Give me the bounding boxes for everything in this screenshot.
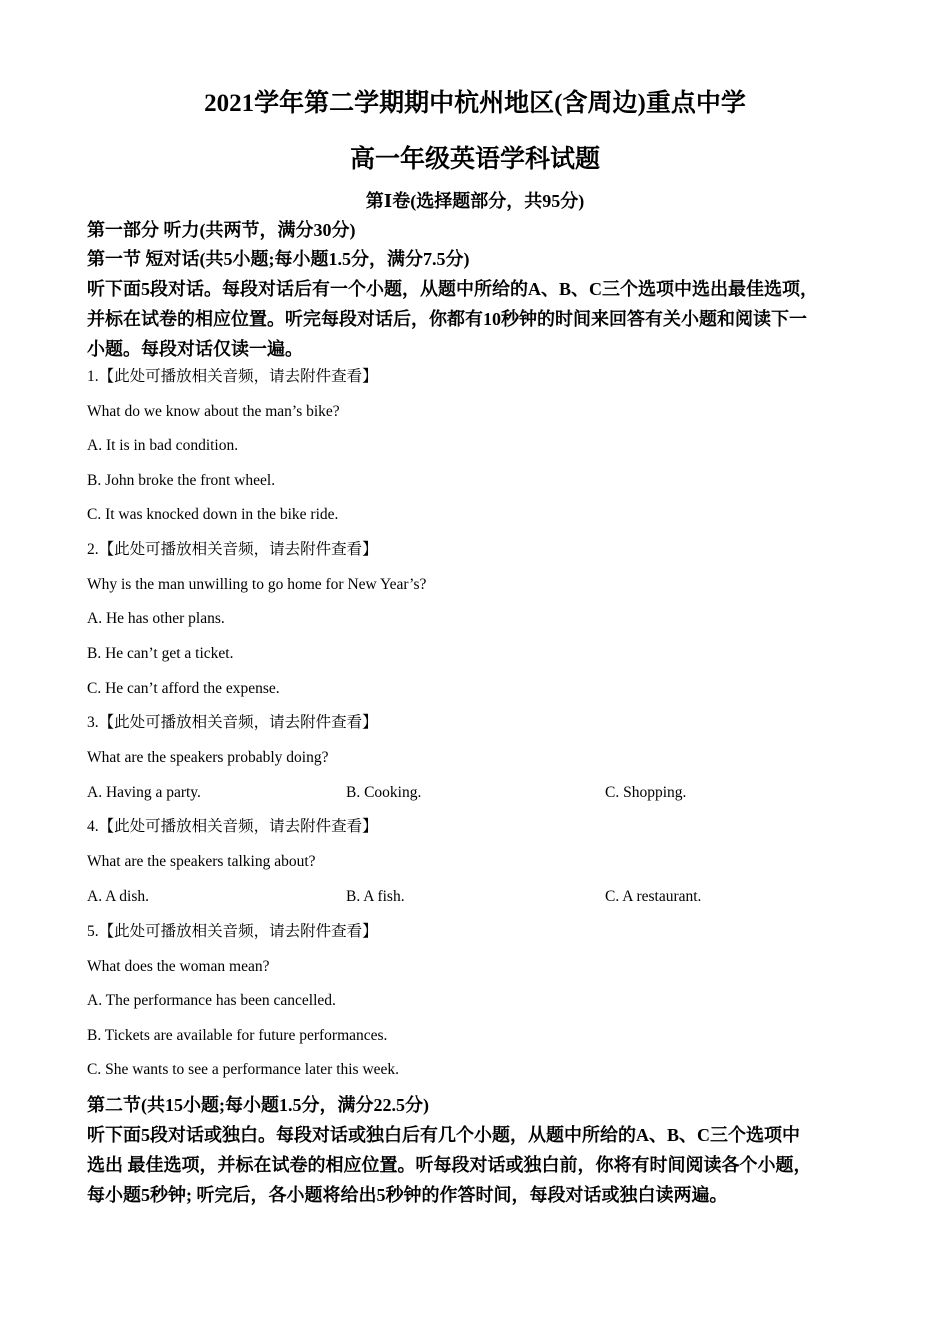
section1-instruction-line: 并标在试卷的相应位置。听完每段对话后，你都有10秒钟的时间来回答有关小题和阅读下一 (87, 309, 807, 329)
q5-audio-placeholder: 5.【此处可播放相关音频，请去附件查看】 (87, 923, 378, 940)
volume-heading: 第Ⅰ卷(选择题部分，共95分) (365, 191, 585, 211)
q5-option-a: A. The performance has been cancelled. (87, 992, 336, 1009)
section2-instruction-line: 选出 最佳选项，并标在试卷的相应位置。听每段对话或独白前，你将有时间阅读各个小题， (87, 1155, 812, 1175)
q3-option-c: C. Shopping. (605, 784, 687, 801)
q3-option-b: B. Cooking. (346, 784, 422, 801)
q1-option-a: A. It is in bad condition. (87, 437, 239, 454)
q2-stem: Why is the man unwilling to go home for New Year’s? (87, 576, 427, 593)
part1-heading: 第一部分 听力(共两节，满分30分) (87, 220, 356, 240)
section1-heading: 第一节 短对话(共5小题;每小题1.5分，满分7.5分) (87, 249, 470, 269)
exam-subject-title: 高一年级英语学科试题 (349, 146, 600, 173)
q4-option-b: B. A fish. (346, 888, 405, 905)
section2-heading: 第二节(共15小题;每小题1.5分，满分22.5分) (87, 1095, 429, 1115)
section2-instruction-line: 听下面5段对话或独白。每段对话或独白后有几个小题，从题中所给的A、B、C三个选项中 (87, 1125, 800, 1145)
q4-option-a: A. A dish. (87, 888, 150, 905)
q4-audio-placeholder: 4.【此处可播放相关音频，请去附件查看】 (87, 818, 378, 835)
q2-option-b: B. He can’t get a ticket. (87, 645, 234, 662)
q1-audio-placeholder: 1.【此处可播放相关音频，请去附件查看】 (87, 368, 378, 385)
q5-option-c: C. She wants to see a performance later this week. (87, 1061, 400, 1078)
q1-option-c: C. It was knocked down in the bike ride. (87, 506, 339, 523)
section1-instruction-line: 小题。每段对话仅读一遍。 (87, 339, 303, 359)
q1-option-b: B. John broke the front wheel. (87, 472, 276, 489)
q1-stem: What do we know about the man’s bike? (87, 403, 340, 420)
q5-option-b: B. Tickets are available for future performances. (87, 1027, 388, 1044)
q3-option-a: A. Having a party. (87, 784, 201, 801)
q4-option-c: C. A restaurant. (605, 888, 702, 905)
q3-audio-placeholder: 3.【此处可播放相关音频，请去附件查看】 (87, 714, 378, 731)
q3-stem: What are the speakers probably doing? (87, 749, 329, 766)
section2-instruction-line: 每小题5秒钟; 听完后，各小题将给出5秒钟的作答时间，每段对话或独白读两遍。 (87, 1185, 728, 1205)
exam-title: 2021学年第二学期期中杭州地区(含周边)重点中学 (204, 90, 746, 117)
q5-stem: What does the woman mean? (87, 958, 270, 975)
section1-instruction-line: 听下面5段对话。每段对话后有一个小题，从题中所给的A、B、C三个选项中选出最佳选项， (87, 279, 818, 299)
q2-option-c: C. He can’t afford the expense. (87, 680, 280, 697)
q4-stem: What are the speakers talking about? (87, 853, 316, 870)
q2-option-a: A. He has other plans. (87, 610, 225, 627)
q2-audio-placeholder: 2.【此处可播放相关音频，请去附件查看】 (87, 541, 378, 558)
